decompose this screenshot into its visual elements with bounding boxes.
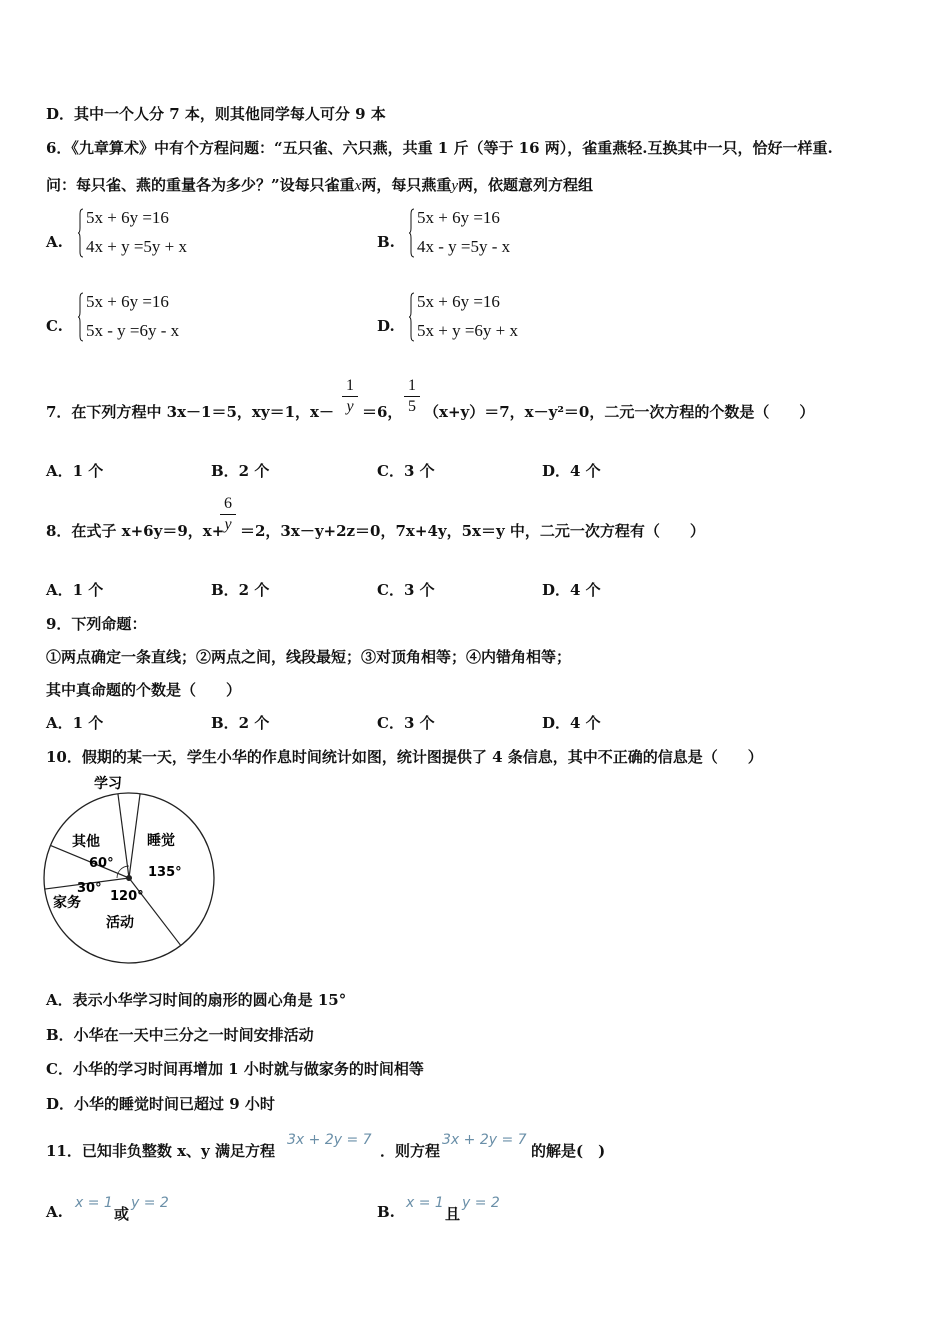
q6-option-d-label[interactable]: D. [377,317,395,335]
q9-option-b[interactable]: B．2 个 [211,714,270,732]
pie-label-sleep: 睡觉 [147,833,175,849]
q6-stem-line2: 问：每只雀、燕的重量各为多少？”设每只雀重x两，每只燕重y两，依题意列方程组 [46,176,594,194]
q7-stem-part3: （x+y）＝7，x－y²＝0，二元一次方程的个数是（ ） [424,403,815,421]
q11-option-b-label[interactable]: B. [377,1203,395,1221]
q6-stem-line1: 6．《九章算术》中有个方程问题：“五只雀、六只燕，共重 1 斤（等于 16 两），雀重燕轻.互换其中一只，恰好一样重. [46,139,833,157]
q6-option-b-label[interactable]: B. [377,233,395,251]
q10-option-d[interactable]: D．小华的睡觉时间已超过 9 小时 [46,1095,275,1113]
brace-icon [409,208,415,258]
q11-option-b-join: 且 [445,1205,461,1223]
equation-1: 5x + 6y =16 [86,208,169,227]
pie-center-dot [126,875,132,881]
q8-stem-part1: 8．在式子 x+6y＝9，x+ [46,522,225,540]
q11-equation-image: 3x + 2y = 7 [287,1132,372,1148]
fraction-numerator: 6 [224,495,232,512]
q6-option-c-label[interactable]: C. [46,317,63,335]
q5-option-d: D．其中一个人分 7 本，则其他同学每人可分 9 本 [46,105,386,123]
q10-option-c[interactable]: C．小华的学习时间再增加 1 小时就与做家务的时间相等 [46,1060,424,1078]
q11-stem-part1: 11．已知非负整数 x、y 满足方程 [46,1142,275,1160]
pie-angle-other: 60° [89,856,114,871]
q7-stem-part1: 7．在下列方程中 3x－1＝5，xy＝1，x－ [46,403,334,421]
q10-stem: 10．假期的某一天，学生小华的作息时间统计如图，统计图提供了 4 条信息，其中不正确的信息是（ ） [46,748,763,766]
equation-1: 5x + 6y =16 [417,208,500,227]
fraction-numerator: 1 [408,377,416,394]
q7-option-c[interactable]: C．3 个 [377,462,435,480]
q11-option-a-x: x = 1 [75,1195,113,1211]
equation-1: 5x + 6y =16 [86,292,169,311]
equation-2: 4x + y =5y + x [86,237,188,256]
q9-option-d[interactable]: D．4 个 [542,714,601,732]
q11-stem-part2: ．则方程 [380,1142,441,1160]
fraction-numerator: 1 [346,377,354,394]
q9-statements: ①两点确定一条直线；②两点之间，线段最短；③对顶角相等；④内错角相等； [46,648,572,666]
pie-label-other: 其他 [72,834,100,850]
q11-option-b-y: y = 2 [462,1195,500,1211]
equation-2: 4x - y =5y - x [417,237,511,256]
brace-icon [78,208,84,258]
q9-option-a[interactable]: A．1 个 [46,714,104,732]
q9-question: 其中真命题的个数是（ ） [46,681,242,699]
q8-option-a[interactable]: A．1 个 [46,581,104,599]
q8-option-c[interactable]: C．3 个 [377,581,435,599]
fraction-denominator: 5 [408,398,416,415]
pie-angle-sleep: 135° [148,865,182,880]
q11-option-a-join: 或 [114,1205,130,1223]
q11-option-a-label[interactable]: A. [46,1203,63,1221]
fraction-denominator: y [346,398,354,415]
q8-stem-part2: ＝2，3x－y+2z＝0，7x+4y，5x＝y 中，二元一次方程有（ ） [240,522,705,540]
pie-angle-activity: 120° [110,889,144,904]
q10-option-a[interactable]: A．表示小华学习时间的扇形的圆心角是 15° [46,991,347,1009]
fraction-denominator: y [224,516,232,533]
equation-1: 5x + 6y =16 [417,292,500,311]
q6-option-a-label[interactable]: A. [46,233,63,251]
q11-option-b-x: x = 1 [406,1195,444,1211]
q11-equation-image-2: 3x + 2y = 7 [442,1132,527,1148]
q7-option-d[interactable]: D．4 个 [542,462,601,480]
q9-title: 9．下列命题： [46,615,147,633]
pie-label-activity: 活动 [106,915,134,931]
q9-option-c[interactable]: C．3 个 [377,714,435,732]
brace-icon [409,292,415,342]
q7-fraction-1 [342,377,358,416]
q7-option-a[interactable]: A．1 个 [46,462,104,480]
pie-label-chores: 家务 [53,895,81,911]
q8-option-d[interactable]: D．4 个 [542,581,601,599]
q7-option-b[interactable]: B．2 个 [211,462,270,480]
q11-stem-part3: 的解是( ) [531,1142,606,1160]
brace-icon [78,292,84,342]
q10-option-b[interactable]: B．小华在一天中三分之一时间安排活动 [46,1026,314,1044]
q7-fraction-2 [404,377,420,416]
q7-stem-part2: ＝6， [362,403,403,421]
q11-option-a-y: y = 2 [131,1195,169,1211]
q8-option-b[interactable]: B．2 个 [211,581,270,599]
equation-2: 5x - y =6y - x [86,321,180,340]
pie-chart [40,770,220,970]
pie-label-study: 学习 [94,776,122,792]
q8-fraction [220,495,236,534]
equation-2: 5x + y =6y + x [417,321,519,340]
pie-angle-chores: 30° [77,881,102,896]
